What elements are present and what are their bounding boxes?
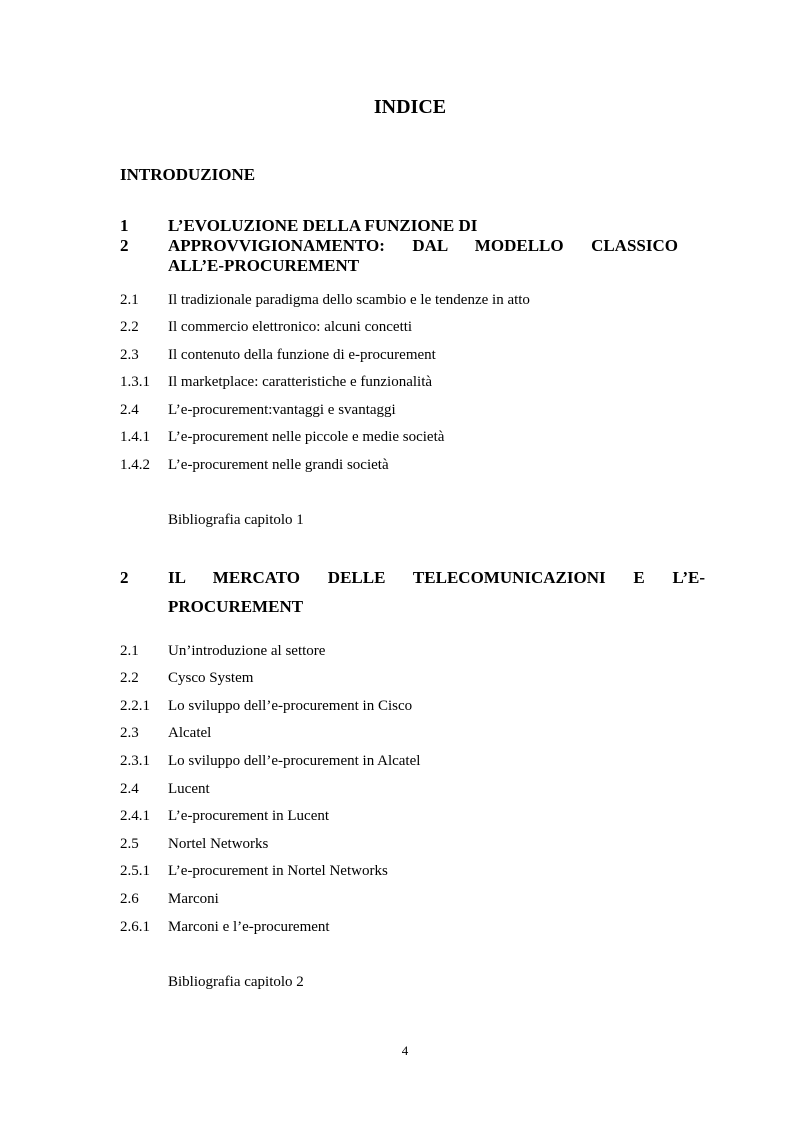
toc-entry-number: 2.5.1	[120, 863, 150, 879]
toc-entry-number: 2.4	[120, 402, 139, 418]
toc-entry-text: Marconi	[168, 891, 219, 907]
chapter1-number-1: 1	[120, 216, 129, 235]
toc-entry-text: Il commercio elettronico: alcuni concetti	[168, 319, 413, 335]
chapter1-title-line3: ALL’E-PROCUREMENT	[168, 256, 360, 275]
toc-entry-text: Il tradizionale paradigma dello scambio e le tendenze in atto	[168, 292, 530, 308]
chapter2-number: 2	[120, 568, 129, 587]
toc-entry-text: L’e-procurement nelle piccole e medie società	[168, 429, 445, 445]
toc-entry-number: 2.6.1	[120, 919, 150, 935]
toc-entry-number: 2.2.1	[120, 698, 150, 714]
toc-entry-number: 2.2	[120, 319, 139, 335]
toc-entry-text: Lo sviluppo dell’e-procurement in Cisco	[168, 698, 413, 714]
toc-entry-text: L’e-procurement:vantaggi e svantaggi	[168, 402, 396, 418]
toc-entry-text: Un’introduzione al settore	[168, 643, 326, 659]
toc-entry-text: Cysco System	[168, 670, 254, 686]
toc-entry-text: Marconi e l’e-procurement	[168, 919, 330, 935]
toc-entry-number: 2.4.1	[120, 808, 150, 824]
chapter2-title-line2: PROCUREMENT	[168, 597, 304, 616]
toc-entry-text: Nortel Networks	[168, 836, 269, 852]
chapter2-bibliography: Bibliografia capitolo 2	[168, 974, 304, 990]
toc-entry-number: 2.3	[120, 725, 139, 741]
toc-entry-number: 2.3.1	[120, 753, 150, 769]
chapter1-title-line2: APPROVVIGIONAMENTO: DAL MODELLO CLASSICO	[168, 236, 678, 255]
toc-entry-text: Lo sviluppo dell’e-procurement in Alcatel	[168, 753, 421, 769]
page-number: 4	[401, 1043, 409, 1058]
chapter1-bibliography: Bibliografia capitolo 1	[168, 512, 304, 528]
toc-entry-number: 2.4	[120, 781, 139, 797]
chapter1-number-2: 2	[120, 236, 129, 255]
toc-entry-number: 2.5	[120, 836, 139, 852]
chapter1-title-line1: L’EVOLUZIONE DELLA FUNZIONE DI	[168, 216, 478, 235]
toc-entry-text: L’e-procurement in Nortel Networks	[168, 863, 388, 879]
toc-entry-number: 2.2	[120, 670, 139, 686]
toc-entry-text: Lucent	[168, 781, 210, 797]
toc-entry-number: 1.4.1	[120, 429, 150, 445]
toc-entry-text: L’e-procurement in Lucent	[168, 808, 330, 824]
toc-entry-text: Il marketplace: caratteristiche e funzionalità	[168, 374, 433, 390]
introduction-heading: INTRODUZIONE	[120, 165, 256, 184]
toc-entry-text: Alcatel	[168, 725, 212, 741]
toc-entry-number: 2.1	[120, 643, 139, 659]
page-title: INDICE	[373, 96, 447, 118]
toc-entry-number: 2.1	[120, 292, 139, 308]
toc-entry-number: 2.3	[120, 347, 139, 363]
toc-entry-number: 1.3.1	[120, 374, 150, 390]
toc-entry-text: Il contenuto della funzione di e-procurement	[168, 347, 436, 363]
toc-entry-number: 2.6	[120, 891, 139, 907]
chapter2-title-line1: IL MERCATO DELLE TELECOMUNICAZIONI E L’E-	[168, 568, 705, 587]
toc-entry-number: 1.4.2	[120, 457, 150, 473]
toc-entry-text: L’e-procurement nelle grandi società	[168, 457, 389, 473]
